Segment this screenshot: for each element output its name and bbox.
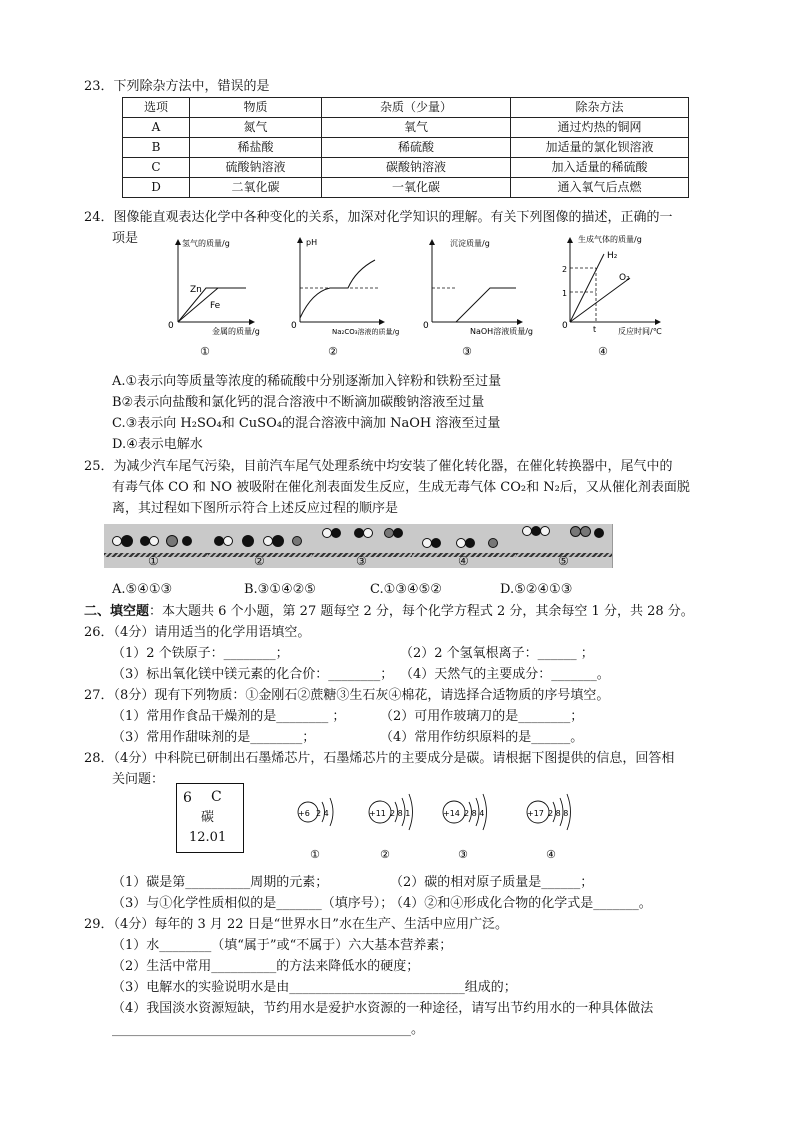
q26-number: 26． xyxy=(84,625,114,640)
table-row xyxy=(123,138,689,158)
atom-4-number: ④ xyxy=(546,848,556,861)
q24-stem-line2: 项是 xyxy=(112,231,139,246)
table-row xyxy=(123,178,689,198)
graph-3-number: ③ xyxy=(462,345,472,358)
q27-number: 27． xyxy=(84,688,114,703)
graph-2-xlabel: Na₂CO₃溶液的质量/g xyxy=(332,328,400,336)
q25-line1 xyxy=(84,459,673,475)
graph-3-xlabel: NaOH溶液质量/g xyxy=(470,327,533,336)
graph-4-o2-label: O₂ xyxy=(619,273,630,283)
q26-blank-2[interactable]: （2）2 个氢氧根离子：______ ； xyxy=(400,646,594,661)
q28-stem-line1 xyxy=(84,751,674,767)
q25-option-d: D.⑤②④①③ xyxy=(500,582,573,597)
table-header: 物质 xyxy=(190,98,322,118)
graph-3-ylabel: 沉淀质量/g xyxy=(450,239,490,248)
q27-blank-4[interactable]: （4）常用作纺织原料的是______。 xyxy=(380,730,584,745)
q29-text: （4分）每年的 3 月 22 日是“世界水日”水在生产、生活中应用广泛。 xyxy=(113,917,508,932)
graph-4-ylabel: 生成气体的质量/g xyxy=(578,235,642,244)
graph-2-origin: 0 xyxy=(291,321,297,331)
table-cell: 碳酸钠溶液 xyxy=(322,158,511,178)
table-header-row xyxy=(123,98,689,118)
atom-1-nucleus: +6 xyxy=(298,809,310,818)
element-symbol: C xyxy=(211,789,222,805)
q29-number: 29． xyxy=(84,917,114,932)
graph-1-number: ① xyxy=(200,345,210,358)
graph-4-origin: 0 xyxy=(562,321,568,331)
q26-text: （4分）请用适当的化学用语填空。 xyxy=(113,625,311,640)
graph-3 xyxy=(423,238,533,358)
q25-strip-5 xyxy=(516,524,613,568)
graph-3-origin: 0 xyxy=(423,321,429,331)
atomic-structures xyxy=(280,776,600,866)
graph-2 xyxy=(291,238,399,358)
graph-4-xlabel: 反应时间/℃ xyxy=(618,327,662,336)
graph-4-t-label: t xyxy=(593,325,597,334)
graph-2-ylabel: pH xyxy=(306,238,318,247)
q26-stem xyxy=(84,625,310,641)
q25-strip-4 xyxy=(412,524,517,568)
graph-4-h2-label: H₂ xyxy=(607,251,618,261)
q26-blank-1[interactable]: （1）2 个铁原子：________； xyxy=(112,646,289,661)
q24-option-c: C.③表示向 H₂SO₄和 CuSO₄的混合溶液中滴加 NaOH 溶液至过量 xyxy=(112,416,501,431)
q29-stem xyxy=(84,917,508,933)
q24-stem: 图像能直观表达化学中各种变化的关系，加深对化学知识的理解。有关下列图像的描述，正确的一 xyxy=(113,210,673,225)
q23-table xyxy=(122,97,689,198)
q25-strip-3 xyxy=(312,524,413,568)
graph-4-y2: 2 xyxy=(562,265,568,274)
q27-blank-2[interactable]: （2）可用作玻璃刀的是________； xyxy=(380,709,584,724)
strip-1-number: ① xyxy=(148,554,159,568)
table-cell: C xyxy=(123,158,190,178)
q28-number: 28． xyxy=(84,751,114,766)
q25-text: 为减少汽车尾气污染，目前汽车尾气处理系统中均安装了催化转化器，在催化转换器中，尾气中的 xyxy=(113,459,673,474)
table-cell: 稀硫酸 xyxy=(322,138,511,158)
atom-2-nucleus: +11 xyxy=(369,809,386,818)
q28-blank-4[interactable]: （4）②和④形成化合物的化学式是_______。 xyxy=(390,896,652,911)
q25-strip-2 xyxy=(208,524,313,568)
q27-text: （8分）现有下列物质：①金刚石②蔗糖③生石灰④棉花，请选择合适物质的序号填空。 xyxy=(113,688,610,703)
table-row xyxy=(123,158,689,178)
table-cell: A xyxy=(123,118,190,138)
q25-option-a: A.⑤④①③ xyxy=(112,582,173,597)
table-cell: D xyxy=(123,178,190,198)
q27-blank-1[interactable]: （1）常用作食品干燥剂的是________ ； xyxy=(112,709,346,724)
carbon-element-card xyxy=(176,783,244,853)
table-cell: 硫酸钠溶液 xyxy=(190,158,322,178)
atom-2 xyxy=(369,794,413,861)
element-mass: 12.01 xyxy=(189,830,227,845)
q29-blank-3[interactable]: （3）电解水的实验说明水是由___________________________组成的； xyxy=(112,980,517,995)
atom-4-nucleus: +17 xyxy=(527,809,544,818)
q29-blank-1[interactable]: （1）水________（填“属于”或“不属于）六大基本营养素； xyxy=(112,938,453,953)
table-cell: 加入适量的稀硫酸 xyxy=(511,158,689,178)
table-header: 杂质（少量） xyxy=(322,98,511,118)
section-2-header xyxy=(84,604,694,620)
q26-blank-4[interactable]: （4）天然气的主要成分：_______。 xyxy=(400,667,610,682)
graph-2-number: ② xyxy=(328,345,338,358)
q25-option-c: C.①③④⑤② xyxy=(370,582,442,597)
q27-stem xyxy=(84,688,609,704)
q24-stem-line1 xyxy=(84,210,673,226)
atom-1 xyxy=(298,798,333,861)
table-cell: 一氧化碳 xyxy=(322,178,511,198)
graph-4-number: ④ xyxy=(598,345,608,358)
section-2-desc: ：本大题共 6 个小题，第 27 题每空 2 分，每个化学方程式 2 分，其余每空 1 分，共 28 分。 xyxy=(149,604,694,619)
atom-2-shells: 2 8 1 xyxy=(390,809,411,818)
q25-number: 25． xyxy=(84,459,114,474)
table-cell: 稀盐酸 xyxy=(190,138,322,158)
strip-2-number: ② xyxy=(254,554,265,568)
atom-3-shells: 2 8 4 xyxy=(464,809,485,818)
graph-4 xyxy=(562,234,662,358)
strip-4-number: ④ xyxy=(458,554,469,568)
q28-blank-1[interactable]: （1）碳是第__________周期的元素； xyxy=(112,875,329,890)
table-cell: 加适量的氯化钡溶液 xyxy=(511,138,689,158)
q24-number: 24． xyxy=(84,210,114,225)
graph-1 xyxy=(168,238,260,358)
table-cell: 氮气 xyxy=(190,118,322,138)
graph-1-zn-label: Zn xyxy=(190,285,202,295)
graph-4-y1: 1 xyxy=(562,289,568,298)
q26-blank-3[interactable]: （3）标出氧化镁中镁元素的化合价：________； xyxy=(112,667,394,682)
element-name: 碳 xyxy=(201,810,215,825)
table-header: 除杂方法 xyxy=(511,98,689,118)
q23-number: 23． xyxy=(84,79,114,94)
atom-4-shells: 2 8 8 xyxy=(548,809,569,818)
table-cell: 通入氧气后点燃 xyxy=(511,178,689,198)
table-cell: B xyxy=(123,138,190,158)
q29-line-4: （4）我国淡水资源短缺，节约用水是爱护水资源的一种途径，请写出节约用水的一种具体做法 xyxy=(112,1001,654,1016)
q24-option-a: A.①表示向等质量等浓度的稀硫酸中分别逐渐加入锌粉和铁粉至过量 xyxy=(112,374,502,389)
table-cell: 通过灼热的铜网 xyxy=(511,118,689,138)
q27-blank-3[interactable]: （3）常用作甜味剂的是________； xyxy=(112,730,316,745)
q25-strip-1 xyxy=(104,524,209,568)
strip-3-number: ③ xyxy=(356,554,367,568)
atom-3-nucleus: +14 xyxy=(443,809,460,818)
q23-heading xyxy=(84,79,270,95)
graph-1-ylabel: 氢气的质量/g xyxy=(182,239,230,248)
q28-stem-line2: 关问题： xyxy=(112,772,165,787)
q24-option-b: B②表示向盐酸和氯化钙的混合溶液中不断滴加碳酸钠溶液至过量 xyxy=(112,395,485,410)
q28-blank-3[interactable]: （3）与①化学性质相似的是_______（填序号）； xyxy=(112,896,394,911)
table-cell: 二氧化碳 xyxy=(190,178,322,198)
table-header: 选项 xyxy=(123,98,190,118)
q25-line3: 离，其过程如下图所示符合上述反应过程的顺序是 xyxy=(112,501,399,516)
element-number: 6 xyxy=(183,790,192,806)
atom-2-number: ② xyxy=(380,848,390,861)
q29-blank-4[interactable]: ______________________________________________。 xyxy=(112,1022,424,1037)
q24-graphs xyxy=(160,230,690,360)
q25-line2: 有毒气体 CO 和 NO 被吸附在催化剂表面发生反应，生成无毒气体 CO₂和 N₂后，又从催化剂表面脱 xyxy=(112,480,690,495)
table-row xyxy=(123,118,689,138)
atom-1-shells: 2 4 xyxy=(316,809,329,818)
q24-option-d: D.④表示电解水 xyxy=(112,437,203,452)
atom-3 xyxy=(443,794,487,861)
section-2-title: 二、填空题 xyxy=(84,604,150,619)
q28-text: （4分）中科院已研制出石墨烯芯片，石墨烯芯片的主要成分是碳。请根据下图提供的信息，回答相 xyxy=(113,751,675,766)
strip-5-number: ⑤ xyxy=(558,554,569,568)
q29-blank-2[interactable]: （2）生活中常用__________的方法来降低水的硬度； xyxy=(112,959,420,974)
table-cell: 氧气 xyxy=(322,118,511,138)
q23-stem: 下列除杂方法中，错误的是 xyxy=(113,79,270,94)
atom-1-number: ① xyxy=(310,848,320,861)
q25-option-b: B.③①④②⑤ xyxy=(244,582,316,597)
graph-1-fe-label: Fe xyxy=(210,301,221,311)
atom-3-number: ③ xyxy=(458,848,468,861)
atom-4 xyxy=(527,794,571,861)
graph-1-xlabel: 金属的质量/g xyxy=(212,327,260,336)
graph-1-origin: 0 xyxy=(168,321,174,331)
q28-blank-2[interactable]: （2）碳的相对原子质量是______； xyxy=(390,875,594,890)
